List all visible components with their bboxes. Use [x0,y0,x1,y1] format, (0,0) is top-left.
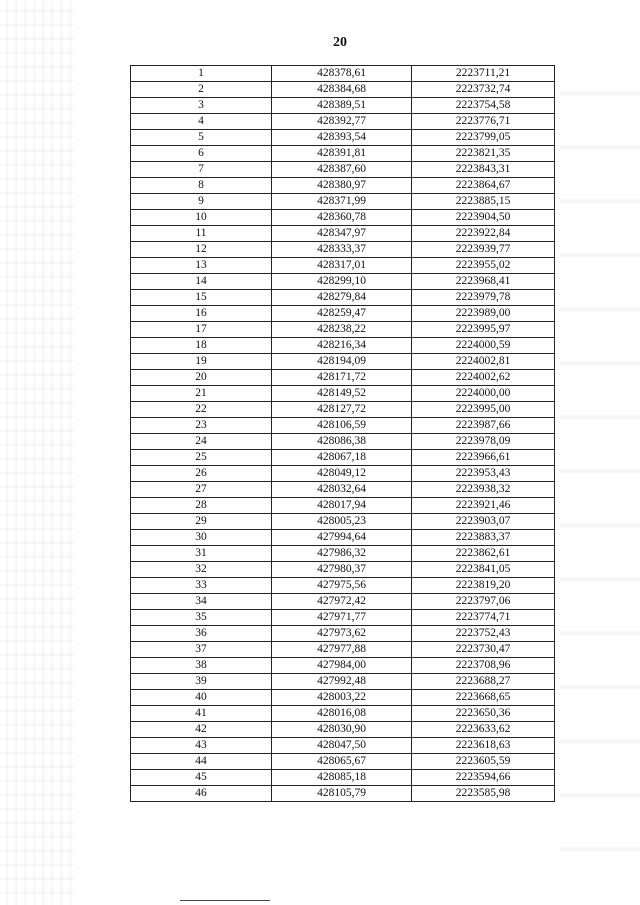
y-coordinate-cell: 2223966,61 [412,450,555,466]
table-row [131,386,555,402]
point-number-cell: 18 [131,338,272,354]
point-number-cell: 39 [131,674,272,690]
table-row [131,658,555,674]
y-coordinate-cell: 2223862,61 [412,546,555,562]
y-coordinate-cell: 2223989,00 [412,306,555,322]
x-coordinate-cell: 428005,23 [272,514,412,530]
table-row [131,226,555,242]
table-row [131,290,555,306]
y-coordinate-cell: 2223708,96 [412,658,555,674]
y-coordinate-cell: 2223774,71 [412,610,555,626]
table-row [131,194,555,210]
y-coordinate-cell: 2223939,77 [412,242,555,258]
y-coordinate-cell: 2223978,09 [412,434,555,450]
y-coordinate-cell: 2223864,67 [412,178,555,194]
bottom-rule [180,900,270,901]
x-coordinate-cell: 428389,51 [272,98,412,114]
table-row [131,546,555,562]
table-row [131,594,555,610]
table-row [131,578,555,594]
x-coordinate-cell: 428384,68 [272,82,412,98]
table-row [131,146,555,162]
point-number-cell: 25 [131,450,272,466]
x-coordinate-cell: 427994,64 [272,530,412,546]
point-number-cell: 4 [131,114,272,130]
y-coordinate-cell: 2223903,07 [412,514,555,530]
point-number-cell: 37 [131,642,272,658]
point-number-cell: 5 [131,130,272,146]
x-coordinate-cell: 428106,59 [272,418,412,434]
point-number-cell: 19 [131,354,272,370]
y-coordinate-cell: 2223819,20 [412,578,555,594]
table-row [131,482,555,498]
x-coordinate-cell: 428105,79 [272,786,412,802]
y-coordinate-cell: 2223921,46 [412,498,555,514]
point-number-cell: 28 [131,498,272,514]
table-row [131,450,555,466]
point-number-cell: 27 [131,482,272,498]
y-coordinate-cell: 2224000,00 [412,386,555,402]
x-coordinate-cell: 428086,38 [272,434,412,450]
coordinates-table [130,65,555,802]
y-coordinate-cell: 2223885,15 [412,194,555,210]
x-coordinate-cell: 428317,01 [272,258,412,274]
x-coordinate-cell: 428391,81 [272,146,412,162]
y-coordinate-cell: 2223605,59 [412,754,555,770]
x-coordinate-cell: 428032,64 [272,482,412,498]
page-number: 20 [333,35,347,50]
y-coordinate-cell: 2223650,36 [412,706,555,722]
table-row [131,402,555,418]
table-row [131,130,555,146]
y-coordinate-cell: 2223843,31 [412,162,555,178]
point-number-cell: 36 [131,626,272,642]
table-row [131,754,555,770]
table-row [131,210,555,226]
table-row [131,418,555,434]
coordinates-table-body [131,66,555,802]
y-coordinate-cell: 2223633,62 [412,722,555,738]
x-coordinate-cell: 428279,84 [272,290,412,306]
table-row [131,162,555,178]
x-coordinate-cell: 428299,10 [272,274,412,290]
y-coordinate-cell: 2223904,50 [412,210,555,226]
scan-noise-right [560,60,640,900]
table-row [131,786,555,802]
y-coordinate-cell: 2223995,00 [412,402,555,418]
x-coordinate-cell: 428016,08 [272,706,412,722]
x-coordinate-cell: 428003,22 [272,690,412,706]
y-coordinate-cell: 2223922,84 [412,226,555,242]
x-coordinate-cell: 428393,54 [272,130,412,146]
y-coordinate-cell: 2223883,37 [412,530,555,546]
y-coordinate-cell: 2223799,05 [412,130,555,146]
x-coordinate-cell: 428194,09 [272,354,412,370]
x-coordinate-cell: 428047,50 [272,738,412,754]
point-number-cell: 20 [131,370,272,386]
x-coordinate-cell: 428387,60 [272,162,412,178]
point-number-cell: 6 [131,146,272,162]
x-coordinate-cell: 427986,32 [272,546,412,562]
point-number-cell: 14 [131,274,272,290]
point-number-cell: 30 [131,530,272,546]
point-number-cell: 12 [131,242,272,258]
table-row [131,722,555,738]
x-coordinate-cell: 427975,56 [272,578,412,594]
x-coordinate-cell: 427984,00 [272,658,412,674]
table-row [131,770,555,786]
table-row [131,466,555,482]
point-number-cell: 38 [131,658,272,674]
x-coordinate-cell: 428017,94 [272,498,412,514]
table-row [131,338,555,354]
x-coordinate-cell: 428333,37 [272,242,412,258]
y-coordinate-cell: 2223752,43 [412,626,555,642]
table-row [131,562,555,578]
x-coordinate-cell: 428216,34 [272,338,412,354]
y-coordinate-cell: 2223953,43 [412,466,555,482]
point-number-cell: 22 [131,402,272,418]
point-number-cell: 45 [131,770,272,786]
y-coordinate-cell: 2223776,71 [412,114,555,130]
y-coordinate-cell: 2223797,06 [412,594,555,610]
x-coordinate-cell: 428127,72 [272,402,412,418]
x-coordinate-cell: 428380,97 [272,178,412,194]
point-number-cell: 13 [131,258,272,274]
point-number-cell: 2 [131,82,272,98]
y-coordinate-cell: 2223955,02 [412,258,555,274]
point-number-cell: 10 [131,210,272,226]
table-row [131,322,555,338]
y-coordinate-cell: 2223730,47 [412,642,555,658]
point-number-cell: 16 [131,306,272,322]
y-coordinate-cell: 2224002,81 [412,354,555,370]
point-number-cell: 1 [131,66,272,82]
y-coordinate-cell: 2223585,98 [412,786,555,802]
y-coordinate-cell: 2223711,21 [412,66,555,82]
point-number-cell: 44 [131,754,272,770]
table-row [131,178,555,194]
table-row [131,98,555,114]
y-coordinate-cell: 2224002,62 [412,370,555,386]
y-coordinate-cell: 2223987,66 [412,418,555,434]
table-row [131,738,555,754]
x-coordinate-cell: 428371,99 [272,194,412,210]
x-coordinate-cell: 428392,77 [272,114,412,130]
x-coordinate-cell: 428171,72 [272,370,412,386]
point-number-cell: 24 [131,434,272,450]
point-number-cell: 15 [131,290,272,306]
table-row [131,354,555,370]
point-number-cell: 7 [131,162,272,178]
table-row [131,306,555,322]
table-row [131,690,555,706]
x-coordinate-cell: 428259,47 [272,306,412,322]
point-number-cell: 11 [131,226,272,242]
x-coordinate-cell: 428360,78 [272,210,412,226]
point-number-cell: 31 [131,546,272,562]
table-row [131,514,555,530]
point-number-cell: 3 [131,98,272,114]
scan-noise-left [0,0,75,905]
y-coordinate-cell: 2223938,32 [412,482,555,498]
point-number-cell: 26 [131,466,272,482]
point-number-cell: 8 [131,178,272,194]
table-row [131,370,555,386]
y-coordinate-cell: 2223979,78 [412,290,555,306]
x-coordinate-cell: 427980,37 [272,562,412,578]
point-number-cell: 34 [131,594,272,610]
x-coordinate-cell: 427971,77 [272,610,412,626]
y-coordinate-cell: 2223841,05 [412,562,555,578]
x-coordinate-cell: 428049,12 [272,466,412,482]
y-coordinate-cell: 2223668,65 [412,690,555,706]
point-number-cell: 33 [131,578,272,594]
point-number-cell: 46 [131,786,272,802]
y-coordinate-cell: 2223754,58 [412,98,555,114]
y-coordinate-cell: 2223594,66 [412,770,555,786]
point-number-cell: 40 [131,690,272,706]
y-coordinate-cell: 2223821,35 [412,146,555,162]
y-coordinate-cell: 2224000,59 [412,338,555,354]
x-coordinate-cell: 428065,67 [272,754,412,770]
point-number-cell: 21 [131,386,272,402]
x-coordinate-cell: 428238,22 [272,322,412,338]
x-coordinate-cell: 428030,90 [272,722,412,738]
table-row [131,706,555,722]
table-row [131,642,555,658]
y-coordinate-cell: 2223732,74 [412,82,555,98]
y-coordinate-cell: 2223968,41 [412,274,555,290]
table-row [131,610,555,626]
x-coordinate-cell: 428067,18 [272,450,412,466]
x-coordinate-cell: 427973,62 [272,626,412,642]
table-row [131,626,555,642]
table-row [131,498,555,514]
point-number-cell: 32 [131,562,272,578]
y-coordinate-cell: 2223688,27 [412,674,555,690]
point-number-cell: 41 [131,706,272,722]
point-number-cell: 9 [131,194,272,210]
x-coordinate-cell: 427977,88 [272,642,412,658]
table-row [131,258,555,274]
y-coordinate-cell: 2223995,97 [412,322,555,338]
point-number-cell: 17 [131,322,272,338]
point-number-cell: 35 [131,610,272,626]
table-row [131,66,555,82]
x-coordinate-cell: 428085,18 [272,770,412,786]
table-row [131,674,555,690]
x-coordinate-cell: 427992,48 [272,674,412,690]
table-row [131,530,555,546]
x-coordinate-cell: 428378,61 [272,66,412,82]
point-number-cell: 23 [131,418,272,434]
point-number-cell: 43 [131,738,272,754]
table-row [131,434,555,450]
table-row [131,274,555,290]
point-number-cell: 29 [131,514,272,530]
table-row [131,114,555,130]
y-coordinate-cell: 2223618,63 [412,738,555,754]
point-number-cell: 42 [131,722,272,738]
x-coordinate-cell: 428149,52 [272,386,412,402]
x-coordinate-cell: 428347,97 [272,226,412,242]
table-row [131,82,555,98]
x-coordinate-cell: 427972,42 [272,594,412,610]
table-row [131,242,555,258]
